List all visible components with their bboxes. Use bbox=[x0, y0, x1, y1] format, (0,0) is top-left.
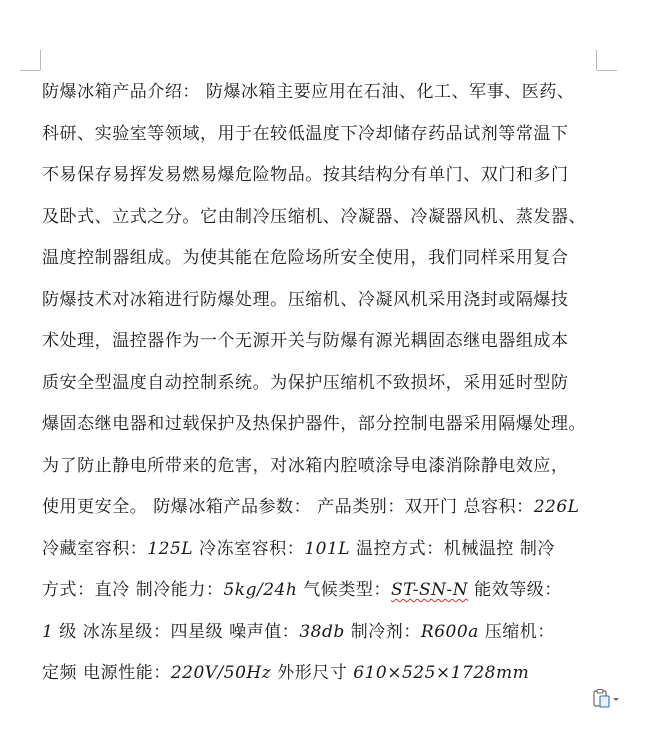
text-run: 气候类型： bbox=[297, 580, 391, 600]
text-line-4: 及卧式、立式之分。它由制冷压缩机、冷凝器、冷凝器风机、蒸发器、 bbox=[42, 206, 587, 227]
text-line-2: 科研、实验室等领域，用于在较低温度下冷却储存药品试剂等常温下 bbox=[42, 123, 569, 144]
text-line-15 bbox=[42, 657, 612, 699]
text-line-11 bbox=[42, 491, 612, 533]
text-run: 定频 电源性能： bbox=[42, 663, 171, 683]
text-line-1: 防爆冰箱产品介绍： 防爆冰箱主要应用在石油、化工、军事、医药、 bbox=[42, 82, 575, 102]
text-run: 外形尺寸 bbox=[271, 663, 354, 683]
text-run-noise: 38db bbox=[299, 621, 345, 642]
text-run: 制冷剂： bbox=[344, 621, 421, 642]
spellcheck-flagged-climate-type[interactable]: ST-SN-N bbox=[391, 580, 469, 600]
text-run-power: 220V/50Hz bbox=[170, 663, 272, 683]
text-line-8: 质安全型温度自动控制系统。为保护压缩机不致损坏，采用延时型防 bbox=[42, 372, 569, 393]
text-run-energy-grade: 1 bbox=[42, 621, 54, 642]
text-line-7: 术处理，温控器作为一个无源开关与防爆有源光耦固态继电器组成本 bbox=[42, 331, 569, 351]
crop-mark-top-left bbox=[40, 50, 41, 70]
text-line-10: 为了防止静电所带来的危害，对冰箱内腔喷涂导电漆消除静电效应， bbox=[42, 455, 569, 476]
text-line-12 bbox=[42, 533, 612, 575]
text-run-refrigerant: R600a bbox=[420, 621, 479, 642]
text-run-capacity: 5kg/24h bbox=[223, 580, 298, 600]
text-run: 级 冰冻星级：四星级 噪声值： bbox=[53, 621, 300, 642]
document-body[interactable] bbox=[42, 76, 612, 699]
paste-options-icon[interactable] bbox=[592, 688, 622, 710]
text-line-9: 爆固态继电器和过载保护及热保护器件，部分控制电器采用隔爆处理。 bbox=[42, 414, 587, 434]
text-run: 能效等级： bbox=[468, 580, 562, 600]
text-line-5: 温度控制器组成。为使其能在危险场所安全使用，我们同样采用复合 bbox=[42, 248, 569, 268]
text-run: 冷藏室容积： bbox=[42, 538, 148, 559]
text-run-freezer-volume: 101L bbox=[304, 538, 351, 559]
text-run-dimensions: 610×525×1728mm bbox=[353, 663, 530, 683]
text-run: 温控方式：机械温控 制冷 bbox=[350, 538, 556, 559]
text-run-fridge-volume: 125L bbox=[147, 538, 194, 559]
text-line-3: 不易保存易挥发易燃易爆危险物品。按其结构分有单门、双门和多门 bbox=[42, 165, 569, 185]
text-line-14 bbox=[42, 616, 612, 658]
text-run: 方式：直冷 制冷能力： bbox=[42, 580, 224, 600]
crop-mark-top-left bbox=[20, 70, 40, 71]
text-run-total-volume: 226L bbox=[533, 497, 580, 517]
text-line-13 bbox=[42, 574, 612, 616]
text-run: 使用更安全。 防爆冰箱产品参数： 产品类别：双开门 总容积： bbox=[42, 497, 534, 517]
text-run: 冷冻室容积： bbox=[193, 538, 305, 559]
text-run: 压缩机： bbox=[478, 621, 555, 642]
crop-mark-top-right bbox=[597, 70, 617, 71]
crop-mark-top-right bbox=[596, 50, 597, 70]
text-line-6: 防爆技术对冰箱进行防爆处理。压缩机、冷凝风机采用浇封或隔爆技 bbox=[42, 289, 569, 310]
